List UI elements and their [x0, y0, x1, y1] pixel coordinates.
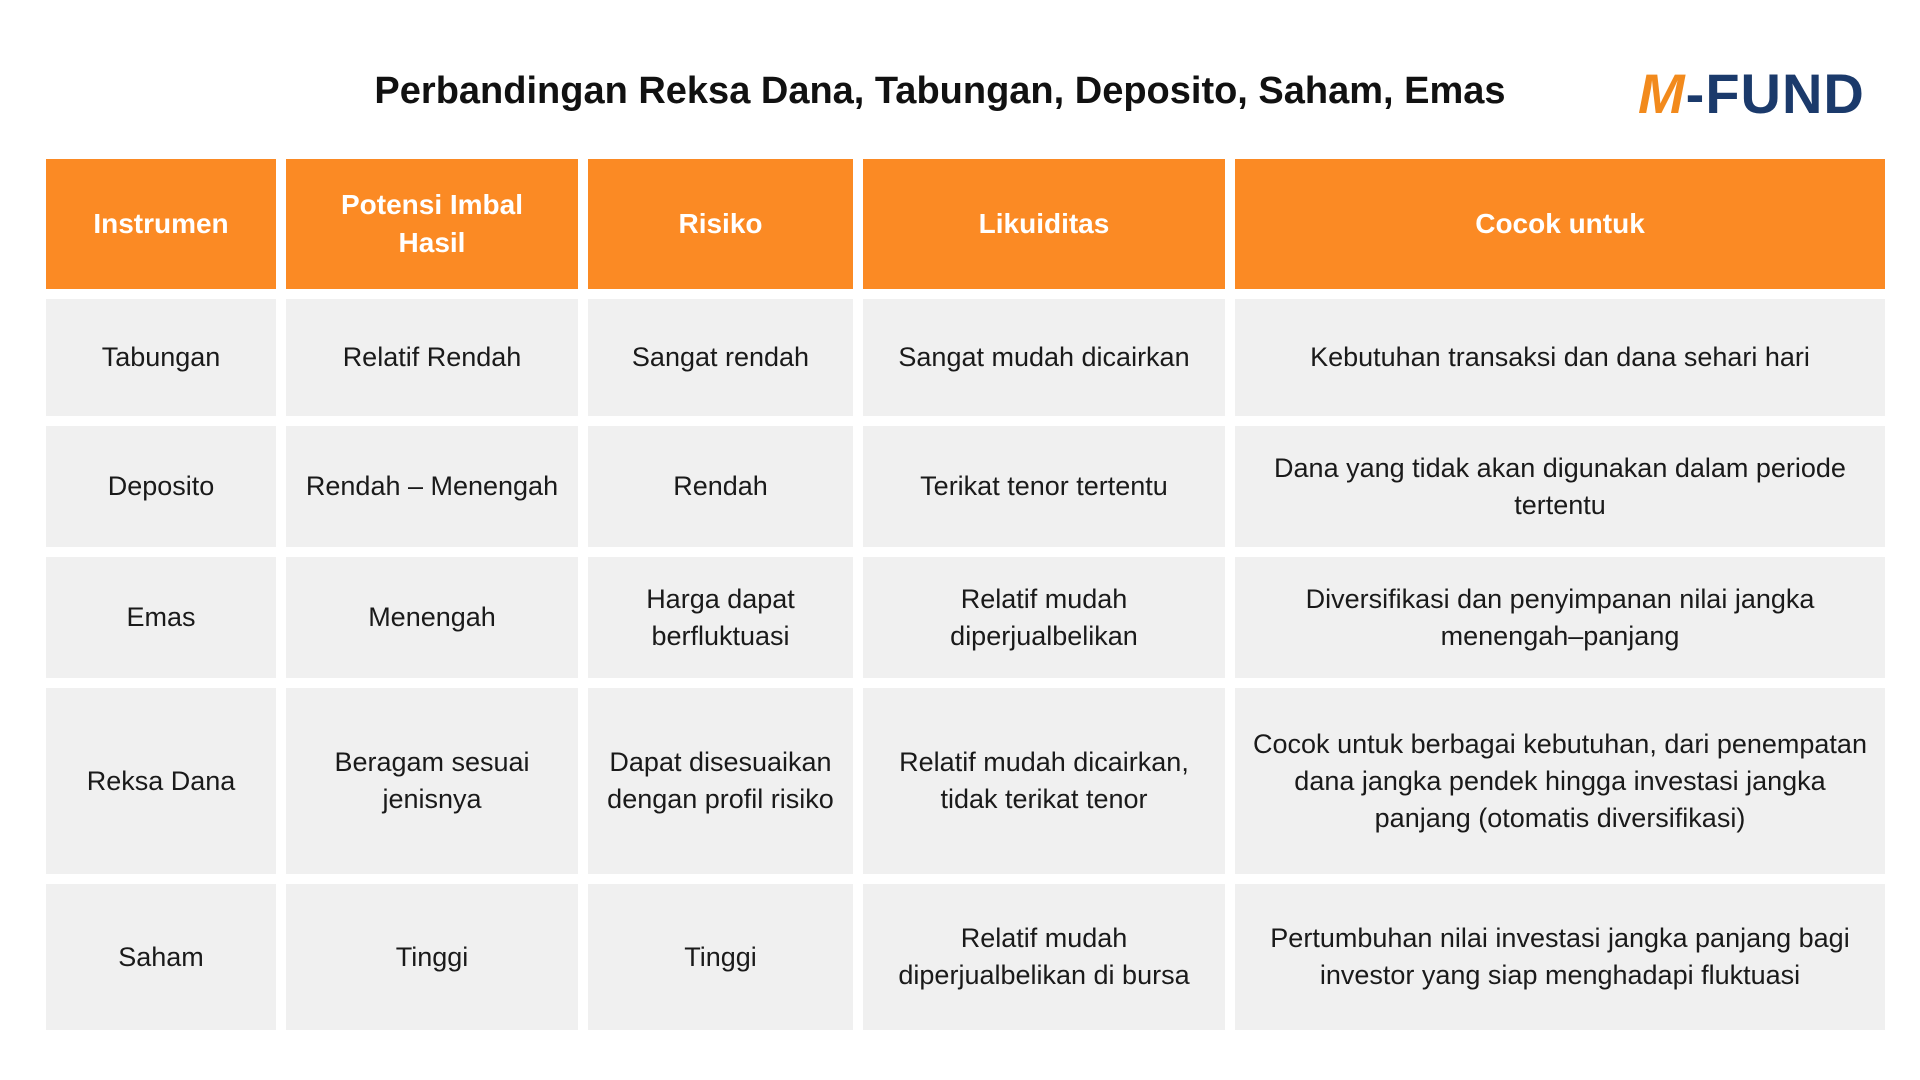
cell-tabungan-cocok-untuk: Kebutuhan transaksi dan dana sehari hari [1235, 299, 1885, 416]
page-title: Perbandingan Reksa Dana, Tabungan, Deposito, Saham, Emas [374, 70, 1506, 112]
cell-tabungan-instrumen: Tabungan [46, 299, 276, 416]
cell-reksa-dana-risiko: Dapat disesuaikan dengan profil risiko [588, 688, 853, 874]
cell-saham-imbal-hasil: Tinggi [286, 884, 578, 1030]
cell-deposito-instrumen: Deposito [46, 426, 276, 547]
m-fund-logo [1638, 62, 1865, 126]
header-potensi-imbal-hasil: Potensi Imbal Hasil [286, 159, 578, 289]
cell-deposito-risiko: Rendah [588, 426, 853, 547]
cell-emas-imbal-hasil: Menengah [286, 557, 578, 678]
cell-saham-cocok-untuk: Pertumbuhan nilai investasi jangka panjang bagi investor yang siap menghadapi fluktuasi [1235, 884, 1885, 1030]
logo-fund: FUND [1705, 62, 1865, 125]
logo-dash: - [1685, 62, 1706, 125]
header-likuiditas: Likuiditas [863, 159, 1225, 289]
cell-saham-instrumen: Saham [46, 884, 276, 1030]
cell-deposito-cocok-untuk: Dana yang tidak akan digunakan dalam periode tertentu [1235, 426, 1885, 547]
cell-reksa-dana-imbal-hasil: Beragam sesuai jenisnya [286, 688, 578, 874]
cell-saham-risiko: Tinggi [588, 884, 853, 1030]
cell-reksa-dana-instrumen: Reksa Dana [46, 688, 276, 874]
comparison-table [46, 159, 1885, 1030]
cell-reksa-dana-cocok-untuk: Cocok untuk berbagai kebutuhan, dari penempatan dana jangka pendek hingga investasi jangka panjang (otomatis diversifikasi) [1235, 688, 1885, 874]
header-risiko: Risiko [588, 159, 853, 289]
cell-tabungan-risiko: Sangat rendah [588, 299, 853, 416]
cell-deposito-likuiditas: Terikat tenor tertentu [863, 426, 1225, 547]
cell-reksa-dana-likuiditas: Relatif mudah dicairkan, tidak terikat tenor [863, 688, 1225, 874]
cell-tabungan-likuiditas: Sangat mudah dicairkan [863, 299, 1225, 416]
header-cocok-untuk: Cocok untuk [1235, 159, 1885, 289]
cell-emas-cocok-untuk: Diversifikasi dan penyimpanan nilai jangka menengah–panjang [1235, 557, 1885, 678]
header-instrumen: Instrumen [46, 159, 276, 289]
cell-saham-likuiditas: Relatif mudah diperjualbelikan di bursa [863, 884, 1225, 1030]
logo-m: M [1638, 62, 1686, 125]
cell-emas-risiko: Harga dapat berfluktuasi [588, 557, 853, 678]
cell-tabungan-imbal-hasil: Relatif Rendah [286, 299, 578, 416]
cell-deposito-imbal-hasil: Rendah – Menengah [286, 426, 578, 547]
cell-emas-likuiditas: Relatif mudah diperjualbelikan [863, 557, 1225, 678]
cell-emas-instrumen: Emas [46, 557, 276, 678]
